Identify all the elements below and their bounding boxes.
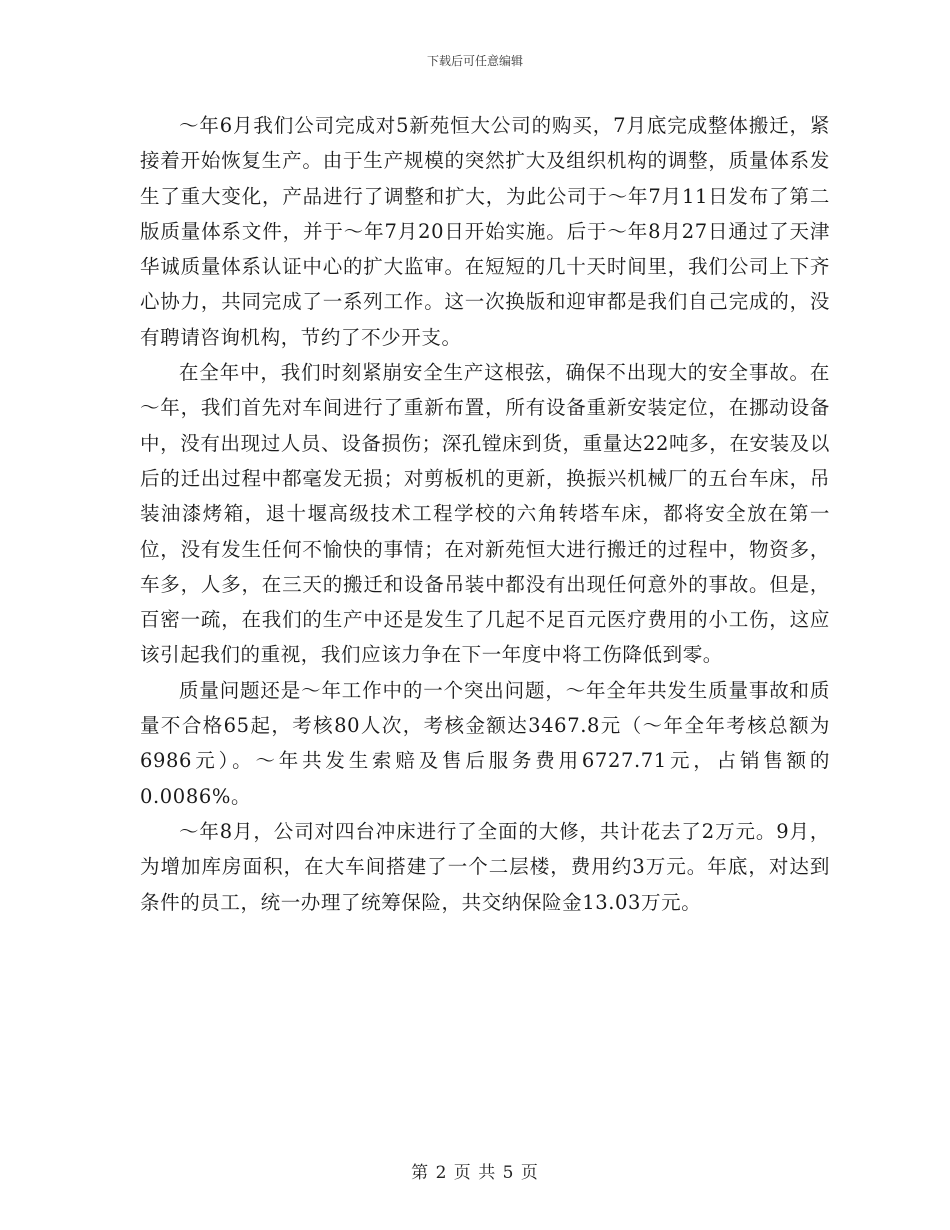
document-body bbox=[140, 108, 830, 920]
page-footer: 第 2 页 共 5 页 bbox=[411, 1163, 539, 1183]
paragraph: ～年6月我们公司完成对5新苑恒大公司的购买，7月底完成整体搬迁，紧接着开始恢复生产。由于生产规模的突然扩大及组织机构的调整，质量体系发生了重大变化，产品进行了调整和扩大，为此公司于～年7月11日发布了第二版质量体系文件，并于～年7月20日开始实施。后于～年8月27日通过了天津华诚质量体系认证中心的扩大监审。在短短的几十天时间里，我们公司上下齐心协力，共同完成了一系列工作。这一次换版和迎审都是我们自己完成的，没有聘请咨询机构，节约了不少开支。 bbox=[140, 114, 830, 349]
page-header: 下载后可任意编辑 bbox=[426, 54, 523, 68]
paragraph: 质量问题还是～年工作中的一个突出问题，～年全年共发生质量事故和质量不合格65起，考核80人次，考核金额达3467.8元（～年全年考核总额为6986元）。～年共发生索赔及售后服务费用6727.71元，占销售额的0.0086%。 bbox=[140, 678, 830, 808]
paragraph: 在全年中，我们时刻紧崩安全生产这根弦，确保不出现大的安全事故。在～年，我们首先对车间进行了重新布置，所有设备重新安装定位，在挪动设备中，没有出现过人员、设备损伤；深孔镗床到货，重量达22吨多，在安装及以后的迁出过程中都毫发无损；对剪板机的更新，换振兴机械厂的五台车床，吊装油漆烤箱，退十堰高级技术工程学校的六角转塔车床，都将安全放在第一位，没有发生任何不愉快的事情；在对新苑恒大进行搬迁的过程中，物资多，车多，人多，在三天的搬迁和设备吊装中都没有出现任何意外的事故。但是，百密一疏，在我们的生产中还是发生了几起不足百元医疗费用的小工伤，这应该引起我们的重视，我们应该力争在下一年度中将工伤降低到零。 bbox=[140, 361, 830, 667]
paragraph: ～年8月，公司对四台冲床进行了全面的大修，共计花去了2万元。9月，为增加库房面积，在大车间搭建了一个二层楼，费用约3万元。年底，对达到条件的员工，统一办理了统筹保险，共交纳保险金13.03万元。 bbox=[140, 819, 830, 914]
